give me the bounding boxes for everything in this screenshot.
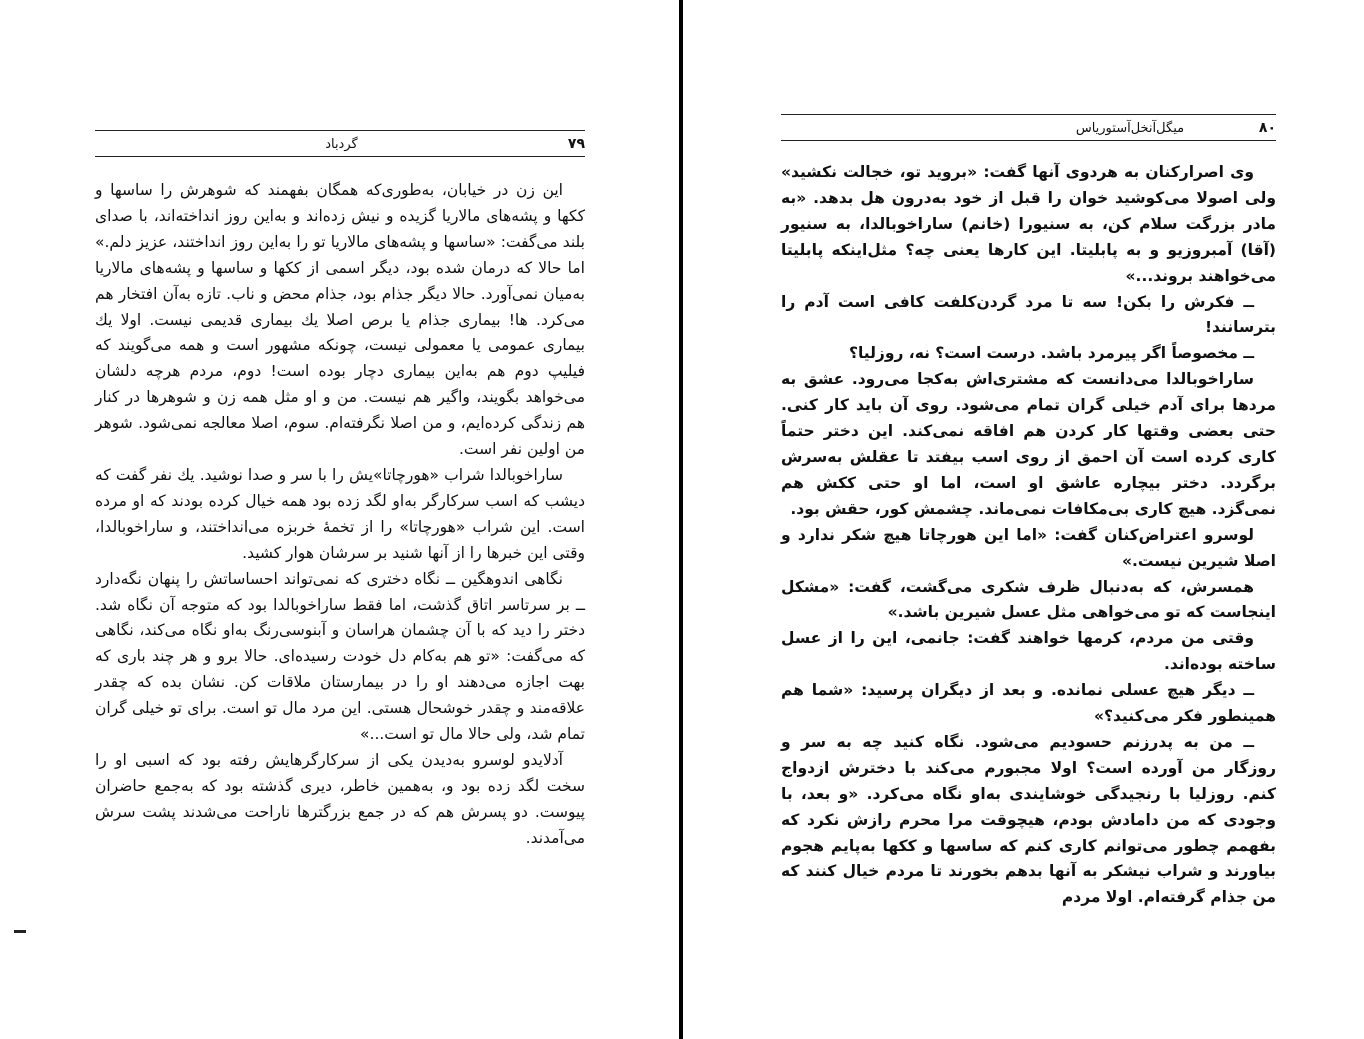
left-page-header (95, 134, 585, 154)
header-rule (781, 114, 1276, 115)
paragraph: وقتی من مردم، کرمها خواهند گفت: جانمی، این را از عسل ساخته بوده‌اند. (781, 629, 1276, 674)
right-page (683, 0, 1364, 1039)
running-title: گردباد (325, 136, 358, 152)
paragraph: آدلایدو لوسرو به‌دیدن یکی از سرکارگرهایش رفته بود که اسبی او را سخت لگد زده بود و، به‌همین خاطر، دیری گذشته بود که به‌جمع حاضران پیوست. دو پسرش هم که در جمع بزرگترها ناراحت می‌شدند پشت سرش می‌آمدند. (95, 750, 585, 847)
paragraph: ــ من به پدرزنم حسودیم می‌شود. نگاه کنید چه به سر و روزگار من آورده است؟ اولا مجبورم می‌کند با دخترش ازدواج کنم. روزلیا با رنجیدگی خوشایندی به‌او نگاه می‌کرد. «و بعد، با وجودی که من دامادش بودم، هیچوقت مرا محرم رازش نکرد که بفهمم چطور می‌توانم کاری کنم که ساسها و ککها به‌پایم هجوم بیاورند و شراب نیشکر به آنها بدهم بخورند تا مردم خیال کنند که من جذام گرفته‌ام. اولا مردم (781, 732, 1276, 907)
body-text (781, 160, 1276, 911)
right-page-header (781, 118, 1276, 138)
paragraph: این زن در خیابان، به‌طوری‌که همگان بفهمند که شوهرش را ساسها و ککها و پشه‌های مالاریا گزیده و نیش زده‌اند و به‌این روز انداخته‌اند، با صدای بلند می‌گفت: «ساسها و پشه‌های مالاریا تو را به‌این روز انداختند، عزیز دلم.» اما حالا که درمان شده بود، دیگر اسمی از ککها و ساسها و پشه‌های مالاریا به‌میان نمی‌آورد. حالا دیگر جذام بود، جذام محض و ناب. تازه به‌آن افتخار هم می‌کرد. ها! بیماری جذام یا برص اصلا یك بیماری قدیمی نیست. اولا یك بیماری عمومی یا معمولی نیست، چونکه مشهور است و همه می‌گویند که فیلیپ دوم هم به‌این بیماری دچار بوده است! دوم، مردم هرچه دلشان می‌خواهد بگویند، واگیر هم نیست. من و او مثل همه زن و شوهرها در کنار هم زندگی کرده‌ایم، و من اصلا نگرفته‌ام. سوم، اصلا معالجه نمی‌شود. شوهر من اولین نفر است. (95, 181, 585, 459)
margin-mark (14, 930, 26, 933)
page-number: ۸۰ (1258, 120, 1276, 136)
paragraph: ــ دیگر هیچ عسلی نمانده. و بعد از دیگران پرسید: «شما هم همینطور فکر می‌کنید؟» (781, 681, 1276, 726)
header-rule (95, 156, 585, 157)
paragraph: لوسرو اعتراض‌کنان گفت: «اما این هورچاتا هیچ شکر ندارد و اصلا شیرین نیست.» (781, 525, 1276, 570)
running-title: میگل‌آنخل‌آستوریاس (1075, 120, 1185, 136)
page-number: ۷۹ (567, 136, 585, 152)
paragraph: ــ مخصوصاً اگر پیرمرد باشد. درست است؟ نه، روزلیا؟ (848, 344, 1254, 363)
paragraph: همسرش، که به‌دنبال ظرف شکری می‌گشت، گفت: «مشکل اینجاست که تو می‌خواهی مثل عسل شیرین باشد.» (781, 577, 1276, 622)
paragraph: وی اصرارکنان به هردوی آنها گفت: «بروید تو، خجالت نکشید» ولی اصولا می‌کوشید خوان را قبل از خود به‌درون هل بدهد. «به مادر بزرگت سلام کن، به سنیورا (خانم) ساراخوبالدا، به سنیور (آقا) آمبروزیو و به پابلیتا. این کارها یعنی چه؟ مثل‌اینکه پابلیتا می‌خواهند بروند...» (781, 163, 1276, 285)
paragraph: ساراخوبالدا می‌دانست که مشتری‌اش به‌کجا می‌رود. عشق به مردها برای آدم خیلی گران تمام می‌شود. روی آن باید کار کنی. حتی بعضی وقتها کار کردن هم افاقه نمی‌کند. این دختر حتماً کاری کرده است آن احمق از روی اسب بیفتد تا عقلش به‌سرش برگردد. دختر بیچاره عاشق او است، اما او حتی ککش هم نمی‌گزد. هیچ کاری بی‌مکافات نمی‌ماند. چشمش کور، حقش بود. (781, 370, 1276, 518)
paragraph: نگاهی اندوهگین ــ نگاه دختری که نمی‌تواند احساساتش را پنهان نگه‌دارد ــ بر سرتاسر اتاق گذشت، اما فقط ساراخوبالدا بود که متوجه آن نگاه شد. دختر را دید که با آن چشمان هراسان و آبنوسی‌رنگ به‌او نگاه می‌کند، نگاهی که می‌گفت: «تو هم به‌کام دل خودت رسیده‌ای. حالا برو و هر چند باری که بهت اجازه می‌دهند او را در بیمارستان ملاقات کن. نشان بده که چقدر علاقه‌مند و چقدر خوشحال هستی. این مرد مال تو است. برای تو خیلی گران تمام شد، ولی حالا مال تو است...» (95, 569, 585, 744)
header-rule (95, 130, 585, 131)
left-page (0, 0, 679, 1039)
paragraph: ــ فکرش را بکن! سه تا مرد گردن‌کلفت کافی است آدم را بترسانند! (781, 292, 1276, 337)
body-text (95, 178, 585, 852)
header-rule (781, 140, 1276, 141)
paragraph: ساراخوبالدا شراب «هورچاتا»یش را با سر و صدا نوشید. یك نفر گفت که دیشب که اسب سرکارگر به‌او لگد زده بود همه خیال کرده بودند که او مرده است. این شراب «هورچاتا» را از تخمهٔ خربزه می‌انداختند، و ساراخوبالدا، وقتی این خبرها را از آنها شنید بر سرشان هوار کشید. (95, 465, 585, 562)
